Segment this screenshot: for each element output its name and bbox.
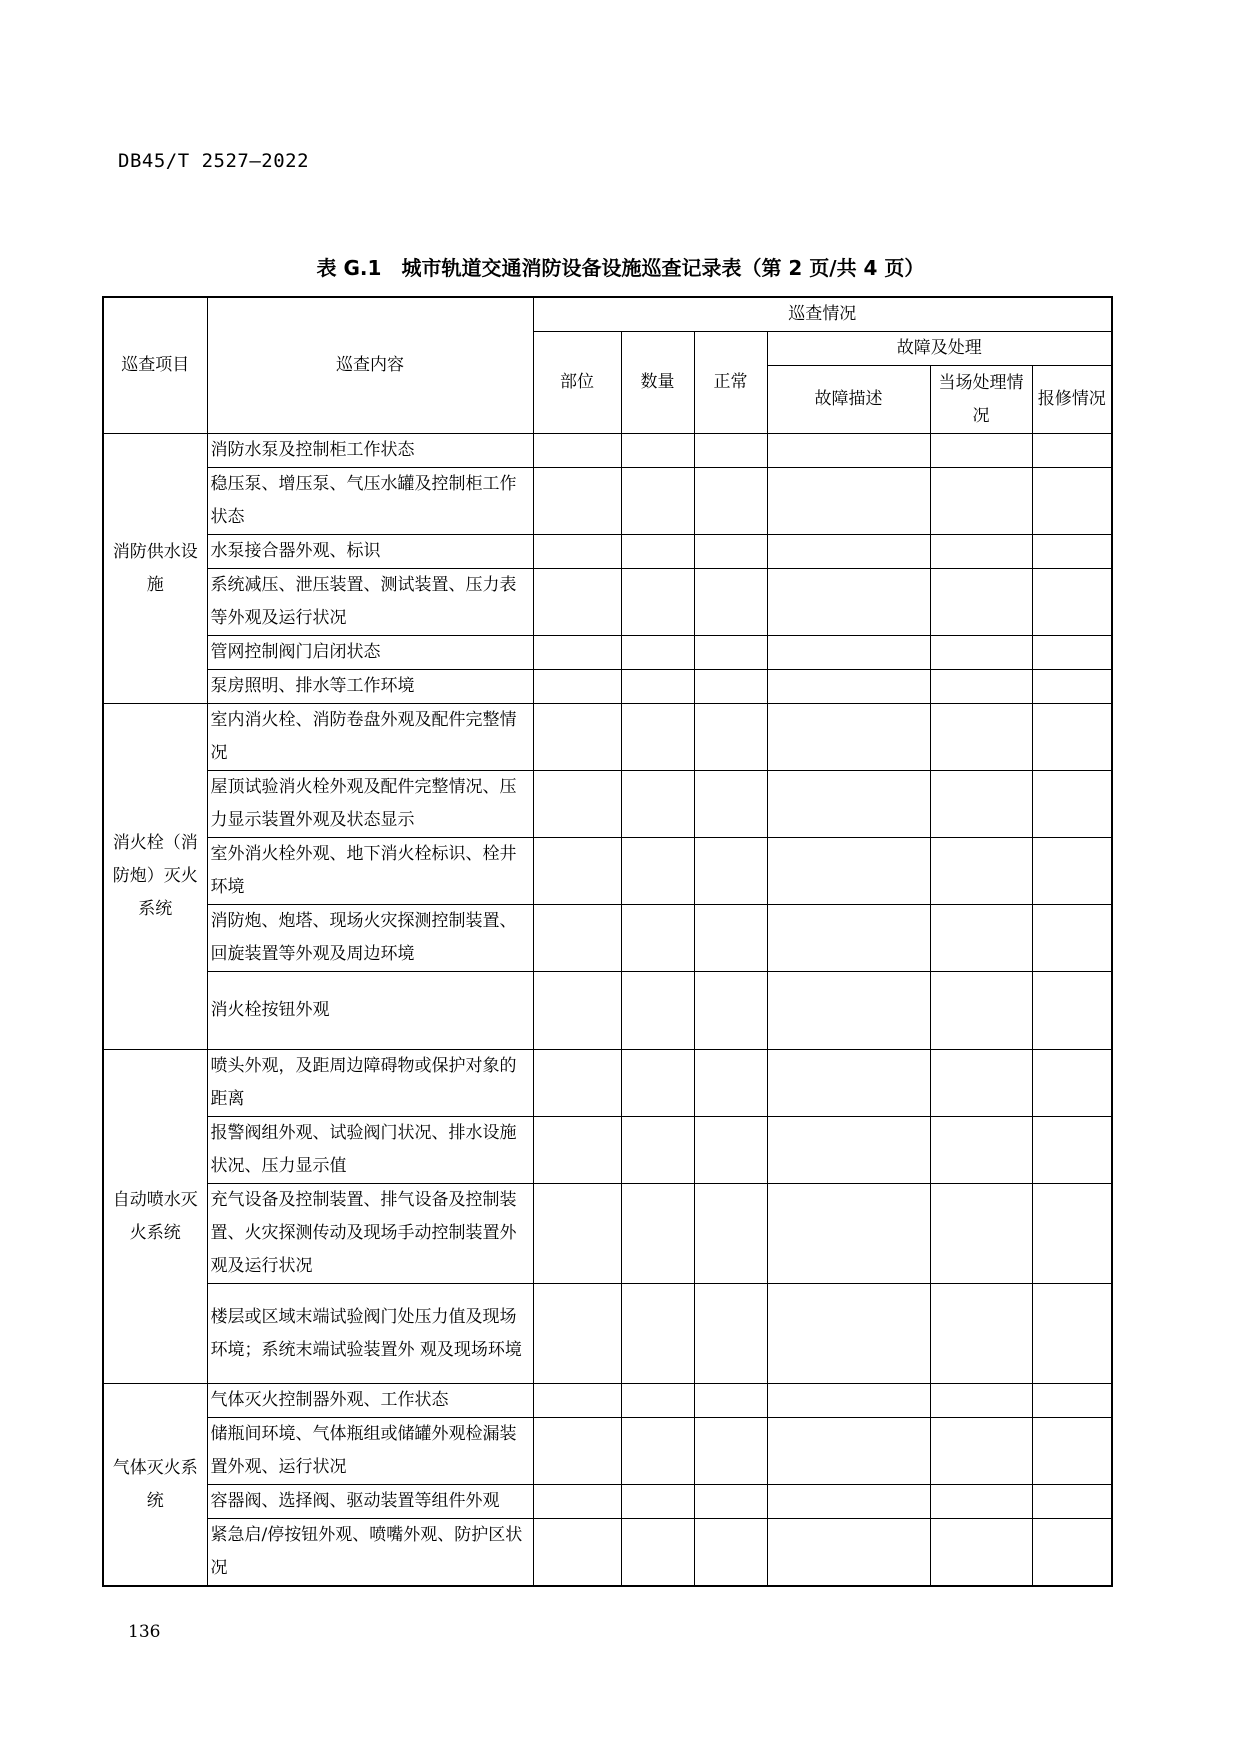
inspection-content-cell: 管网控制阀门启闭状态 <box>207 636 533 670</box>
repair-cell[interactable] <box>1032 670 1112 704</box>
normal-cell[interactable] <box>694 1050 767 1117</box>
normal-cell[interactable] <box>694 972 767 1050</box>
header-repair: 报修情况 <box>1032 366 1112 434</box>
quantity-cell[interactable] <box>621 1384 694 1418</box>
onsite-cell[interactable] <box>930 1284 1032 1384</box>
onsite-cell[interactable] <box>930 535 1032 569</box>
quantity-cell[interactable] <box>621 1418 694 1485</box>
onsite-cell[interactable] <box>930 771 1032 838</box>
fault-desc-cell[interactable] <box>767 1117 930 1184</box>
onsite-cell[interactable] <box>930 569 1032 636</box>
quantity-cell[interactable] <box>621 1485 694 1519</box>
repair-cell[interactable] <box>1032 1519 1112 1587</box>
repair-cell[interactable] <box>1032 905 1112 972</box>
inspection-content-cell: 储瓶间环境、气体瓶组或储罐外观检漏装置外观、运行状况 <box>207 1418 533 1485</box>
quantity-cell[interactable] <box>621 434 694 468</box>
fault-desc-cell[interactable] <box>767 670 930 704</box>
inspection-content-cell: 屋顶试验消火栓外观及配件完整情况、压力显示装置外观及状态显示 <box>207 771 533 838</box>
normal-cell[interactable] <box>694 771 767 838</box>
normal-cell[interactable] <box>694 1284 767 1384</box>
normal-cell[interactable] <box>694 670 767 704</box>
table-row <box>103 434 1112 468</box>
onsite-cell[interactable] <box>930 1184 1032 1284</box>
location-cell[interactable] <box>533 1117 621 1184</box>
inspection-content-cell: 稳压泵、增压泵、气压水罐及控制柜工作状态 <box>207 468 533 535</box>
table-row <box>103 569 1112 636</box>
inspection-content-cell: 室外消火栓外观、地下消火栓标识、栓井环境 <box>207 838 533 905</box>
fault-desc-cell[interactable] <box>767 972 930 1050</box>
quantity-cell[interactable] <box>621 535 694 569</box>
header-fault-group: 故障及处理 <box>767 332 1112 366</box>
quantity-cell[interactable] <box>621 972 694 1050</box>
onsite-cell[interactable] <box>930 468 1032 535</box>
normal-cell[interactable] <box>694 1384 767 1418</box>
repair-cell[interactable] <box>1032 1485 1112 1519</box>
location-cell[interactable] <box>533 670 621 704</box>
onsite-cell[interactable] <box>930 972 1032 1050</box>
repair-cell[interactable] <box>1032 636 1112 670</box>
fault-desc-cell[interactable] <box>767 1418 930 1485</box>
location-cell[interactable] <box>533 1284 621 1384</box>
inspection-content-cell: 水泵接合器外观、标识 <box>207 535 533 569</box>
inspection-content-cell: 气体灭火控制器外观、工作状态 <box>207 1384 533 1418</box>
repair-cell[interactable] <box>1032 1050 1112 1117</box>
onsite-cell[interactable] <box>930 1418 1032 1485</box>
repair-cell[interactable] <box>1032 972 1112 1050</box>
table-row <box>103 704 1112 771</box>
inspection-content-cell: 消防炮、炮塔、现场火灾探测控制装置、回旋装置等外观及周边环境 <box>207 905 533 972</box>
header-item: 巡查项目 <box>103 297 207 434</box>
normal-cell[interactable] <box>694 1485 767 1519</box>
onsite-cell[interactable] <box>930 1117 1032 1184</box>
header-onsite: 当场处理情况 <box>930 366 1032 434</box>
repair-cell[interactable] <box>1032 1284 1112 1384</box>
table-row <box>103 1117 1112 1184</box>
repair-cell[interactable] <box>1032 1418 1112 1485</box>
quantity-cell[interactable] <box>621 838 694 905</box>
location-cell[interactable] <box>533 569 621 636</box>
location-cell[interactable] <box>533 1519 621 1587</box>
location-cell[interactable] <box>533 1418 621 1485</box>
table-row <box>103 1384 1112 1418</box>
normal-cell[interactable] <box>694 468 767 535</box>
onsite-cell[interactable] <box>930 434 1032 468</box>
fault-desc-cell[interactable] <box>767 535 930 569</box>
location-cell[interactable] <box>533 838 621 905</box>
normal-cell[interactable] <box>694 838 767 905</box>
header-content: 巡查内容 <box>207 297 533 434</box>
page-number: 136 <box>128 1622 161 1642</box>
normal-cell[interactable] <box>694 569 767 636</box>
onsite-cell[interactable] <box>930 704 1032 771</box>
header-quantity: 数量 <box>621 332 694 434</box>
quantity-cell[interactable] <box>621 636 694 670</box>
fault-desc-cell[interactable] <box>767 434 930 468</box>
inspection-content-cell: 消火栓按钮外观 <box>207 972 533 1050</box>
category-cell: 气体灭火系统 <box>103 1384 207 1587</box>
quantity-cell[interactable] <box>621 1284 694 1384</box>
table-row <box>103 1519 1112 1587</box>
fault-desc-cell[interactable] <box>767 1384 930 1418</box>
table-row <box>103 468 1112 535</box>
table-row <box>103 535 1112 569</box>
repair-cell[interactable] <box>1032 535 1112 569</box>
category-cell: 消防供水设施 <box>103 434 207 704</box>
fault-desc-cell[interactable] <box>767 468 930 535</box>
normal-cell[interactable] <box>694 1418 767 1485</box>
category-cell: 自动喷水灭火系统 <box>103 1050 207 1384</box>
fault-desc-cell[interactable] <box>767 771 930 838</box>
table-row <box>103 838 1112 905</box>
fault-desc-cell[interactable] <box>767 704 930 771</box>
onsite-cell[interactable] <box>930 636 1032 670</box>
repair-cell[interactable] <box>1032 1184 1112 1284</box>
repair-cell[interactable] <box>1032 771 1112 838</box>
normal-cell[interactable] <box>694 1117 767 1184</box>
location-cell[interactable] <box>533 1050 621 1117</box>
inspection-content-cell: 报警阀组外观、试验阀门状况、排水设施状况、压力显示值 <box>207 1117 533 1184</box>
fault-desc-cell[interactable] <box>767 905 930 972</box>
header-inspection: 巡查情况 <box>533 297 1112 332</box>
inspection-content-cell: 紧急启/停按钮外观、喷嘴外观、防护区状况 <box>207 1519 533 1587</box>
repair-cell[interactable] <box>1032 434 1112 468</box>
table-row <box>103 1284 1112 1384</box>
fault-desc-cell[interactable] <box>767 636 930 670</box>
onsite-cell[interactable] <box>930 670 1032 704</box>
category-cell: 消火栓（消防炮）灭火系统 <box>103 704 207 1050</box>
fault-desc-cell[interactable] <box>767 1284 930 1384</box>
table-body <box>103 434 1112 1587</box>
quantity-cell[interactable] <box>621 1519 694 1587</box>
inspection-content-cell: 喷头外观，及距周边障碍物或保护对象的距离 <box>207 1050 533 1117</box>
inspection-record-table <box>102 296 1113 1587</box>
onsite-cell[interactable] <box>930 1485 1032 1519</box>
location-cell[interactable] <box>533 1485 621 1519</box>
location-cell[interactable] <box>533 905 621 972</box>
quantity-cell[interactable] <box>621 1184 694 1284</box>
table-title: 表 G.1 城市轨道交通消防设备设施巡查记录表（第 2 页/共 4 页） <box>316 256 925 280</box>
document-code: DB45/T 2527—2022 <box>118 150 310 172</box>
fault-desc-cell[interactable] <box>767 1485 930 1519</box>
table-row <box>103 670 1112 704</box>
onsite-cell[interactable] <box>930 1384 1032 1418</box>
table-row <box>103 636 1112 670</box>
normal-cell[interactable] <box>694 535 767 569</box>
repair-cell[interactable] <box>1032 569 1112 636</box>
onsite-cell[interactable] <box>930 905 1032 972</box>
quantity-cell[interactable] <box>621 1117 694 1184</box>
inspection-content-cell: 系统减压、泄压装置、测试装置、压力表等外观及运行状况 <box>207 569 533 636</box>
repair-cell[interactable] <box>1032 704 1112 771</box>
location-cell[interactable] <box>533 535 621 569</box>
repair-cell[interactable] <box>1032 1384 1112 1418</box>
table-row <box>103 1184 1112 1284</box>
header-location: 部位 <box>533 332 621 434</box>
location-cell[interactable] <box>533 1184 621 1284</box>
normal-cell[interactable] <box>694 1184 767 1284</box>
fault-desc-cell[interactable] <box>767 838 930 905</box>
fault-desc-cell[interactable] <box>767 1519 930 1587</box>
location-cell[interactable] <box>533 704 621 771</box>
onsite-cell[interactable] <box>930 1050 1032 1117</box>
location-cell[interactable] <box>533 771 621 838</box>
inspection-content-cell: 泵房照明、排水等工作环境 <box>207 670 533 704</box>
location-cell[interactable] <box>533 468 621 535</box>
repair-cell[interactable] <box>1032 468 1112 535</box>
fault-desc-cell[interactable] <box>767 1050 930 1117</box>
onsite-cell[interactable] <box>930 1519 1032 1587</box>
onsite-cell[interactable] <box>930 838 1032 905</box>
inspection-content-cell: 充气设备及控制装置、排气设备及控制装置、火灾探测传动及现场手动控制装置外观及运行状况 <box>207 1184 533 1284</box>
repair-cell[interactable] <box>1032 1117 1112 1184</box>
table-row <box>103 905 1112 972</box>
quantity-cell[interactable] <box>621 704 694 771</box>
repair-cell[interactable] <box>1032 838 1112 905</box>
quantity-cell[interactable] <box>621 569 694 636</box>
table-row <box>103 1485 1112 1519</box>
normal-cell[interactable] <box>694 1519 767 1587</box>
quantity-cell[interactable] <box>621 468 694 535</box>
fault-desc-cell[interactable] <box>767 1184 930 1284</box>
table-row <box>103 771 1112 838</box>
location-cell[interactable] <box>533 1384 621 1418</box>
normal-cell[interactable] <box>694 704 767 771</box>
normal-cell[interactable] <box>694 905 767 972</box>
inspection-content-cell: 容器阀、选择阀、驱动装置等组件外观 <box>207 1485 533 1519</box>
table-row <box>103 972 1112 1050</box>
quantity-cell[interactable] <box>621 1050 694 1117</box>
table-row <box>103 1050 1112 1117</box>
location-cell[interactable] <box>533 636 621 670</box>
normal-cell[interactable] <box>694 434 767 468</box>
header-fault-desc: 故障描述 <box>767 366 930 434</box>
inspection-content-cell: 室内消火栓、消防卷盘外观及配件完整情况 <box>207 704 533 771</box>
header-normal: 正常 <box>694 332 767 434</box>
fault-desc-cell[interactable] <box>767 569 930 636</box>
quantity-cell[interactable] <box>621 771 694 838</box>
location-cell[interactable] <box>533 434 621 468</box>
inspection-content-cell: 楼层或区域末端试验阀门处压力值及现场环境；系统末端试验装置外 观及现场环境 <box>207 1284 533 1384</box>
location-cell[interactable] <box>533 972 621 1050</box>
normal-cell[interactable] <box>694 636 767 670</box>
quantity-cell[interactable] <box>621 670 694 704</box>
inspection-content-cell: 消防水泵及控制柜工作状态 <box>207 434 533 468</box>
quantity-cell[interactable] <box>621 905 694 972</box>
table-row <box>103 1418 1112 1485</box>
